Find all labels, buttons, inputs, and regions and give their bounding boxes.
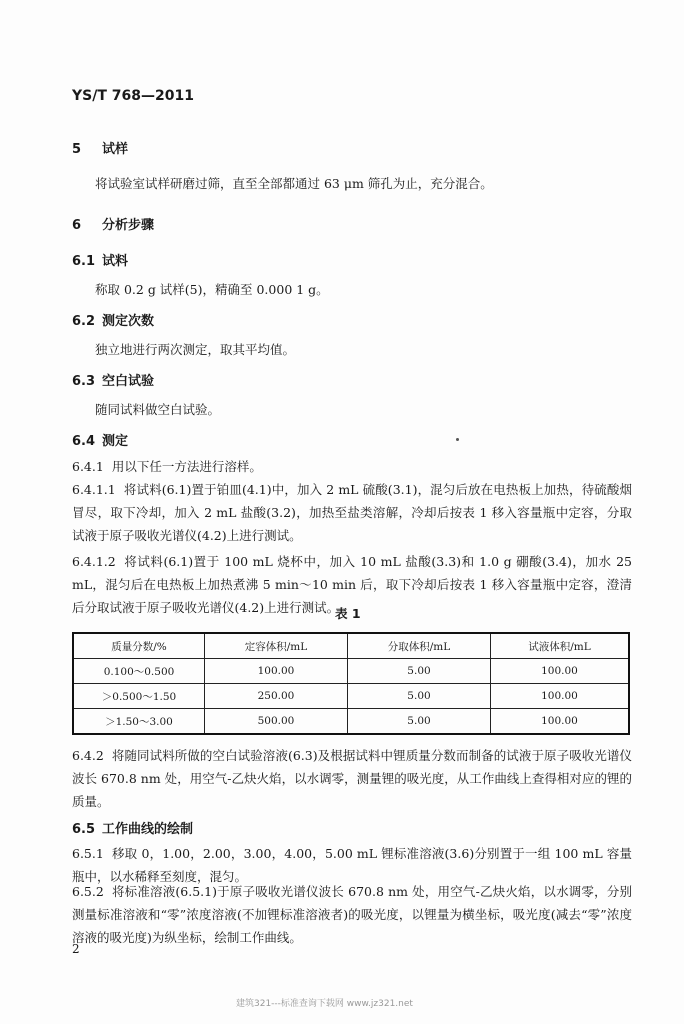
table-cell: 500.00	[205, 709, 348, 735]
section-number: 6.3	[72, 374, 96, 389]
section-number: 6.2	[72, 314, 96, 329]
clause-number: 6.4.1	[72, 459, 104, 474]
section-6-1-heading	[72, 250, 128, 269]
section-title: 工作曲线的绘制	[102, 822, 194, 837]
table-row	[73, 709, 629, 735]
table-cell: 250.00	[205, 684, 348, 709]
section-5-heading	[72, 138, 128, 157]
section-title: 空白试验	[102, 374, 155, 389]
section-6-2-text: 独立地进行两次测定，取其平均值。	[95, 342, 296, 357]
header-test-volume: 试液体积/mL	[491, 633, 630, 659]
table-header-row	[73, 633, 629, 659]
table-cell: 5.00	[348, 659, 491, 684]
table-cell: 100.00	[491, 684, 630, 709]
section-6-1-text: 称取 0.2 g 试样(5)，精确至 0.000 1 g。	[95, 282, 329, 297]
clause-text: 用以下任一方法进行溶样。	[111, 459, 262, 474]
volume-table	[72, 632, 630, 735]
clause-6-5-2	[72, 880, 632, 949]
section-number: 6	[72, 218, 82, 233]
table-row	[73, 659, 629, 684]
clause-text: 将试料(6.1)置于 100 mL 烧杯中，加入 10 mL 盐酸(3.3)和 1.0 g 硼酸(3.4)，加水 25 mL，混匀后在电热板上加热煮沸 5 min～10 min 后，取下冷却后按表 1 移入容量瓶中定容，澄清后分取试液于原子吸收光谱仪(4.2)上进行测试。	[72, 554, 632, 615]
standard-number: YS/T 768—2011	[72, 88, 194, 104]
section-title: 测定次数	[102, 314, 155, 329]
clause-number: 6.5.1	[72, 846, 104, 861]
section-6-3-heading	[72, 370, 154, 389]
clause-text: 将试料(6.1)置于铂皿(4.1)中，加入 2 mL 硫酸(3.1)，混匀后放在电热板上加热，待硫酸烟冒尽，取下冷却，加入 2 mL 盐酸(3.2)，加热至盐类溶解，冷却后按表 1 移入容量瓶中定容，分取试液于原子吸收光谱仪(4.2)上进行测试。	[72, 482, 632, 543]
section-6-4-heading	[72, 430, 128, 449]
clause-number: 6.4.1.1	[72, 482, 116, 497]
section-6-heading	[72, 214, 154, 233]
header-dilution-volume: 定容体积/mL	[205, 633, 348, 659]
clause-6-4-2	[72, 744, 632, 813]
section-5-text: 将试验室试样研磨过筛，直至全部都通过 63 μm 筛孔为止，充分混合。	[95, 176, 493, 191]
scan-speck	[456, 438, 459, 441]
section-6-2-heading	[72, 310, 154, 329]
section-6-5-heading	[72, 818, 193, 837]
clause-6-4-1	[72, 455, 632, 478]
section-6-3-text: 随同试料做空白试验。	[95, 402, 221, 417]
clause-6-4-1-1	[72, 478, 632, 547]
table-cell: 100.00	[205, 659, 348, 684]
section-title: 测定	[102, 434, 129, 449]
section-number: 6.1	[72, 254, 96, 269]
header-mass-fraction: 质量分数/%	[73, 633, 205, 659]
table-cell: 0.100～0.500	[73, 659, 205, 684]
section-number: 5	[72, 142, 82, 157]
clause-text: 移取 0，1.00，2.00，3.00，4.00，5.00 mL 锂标准溶液(3.6)分别置于一组 100 mL 容量瓶中，以水稀释至刻度，混匀。	[72, 846, 632, 884]
clause-number: 6.4.2	[72, 748, 104, 763]
clause-text: 将标准溶液(6.5.1)于原子吸收光谱仪波长 670.8 nm 处，用空气-乙炔火焰，以水调零，分别测量标准溶液和“零”浓度溶液(不加锂标准溶液者)的吸光度，以锂量为横坐标，吸光度(减去“零”浓度溶液的吸光度)为纵坐标，绘制工作曲线。	[72, 884, 632, 945]
page-number: 2	[72, 942, 80, 956]
table-cell: 5.00	[348, 709, 491, 735]
table-cell: ＞0.500～1.50	[73, 684, 205, 709]
section-number: 6.5	[72, 822, 96, 837]
table-row	[73, 684, 629, 709]
section-title: 试料	[102, 254, 129, 269]
section-title: 试样	[102, 142, 129, 157]
clause-number: 6.4.1.2	[72, 554, 116, 569]
clause-number: 6.5.2	[72, 884, 104, 899]
table-caption: 表 1	[335, 606, 361, 621]
table-cell: 100.00	[491, 709, 630, 735]
section-title: 分析步骤	[102, 218, 155, 233]
clause-text: 将随同试料所做的空白试验溶液(6.3)及根据试料中锂质量分数而制备的试液于原子吸收光谱仪波长 670.8 nm 处，用空气-乙炔火焰，以水调零，测量锂的吸光度，从工作曲线上查得相对应的锂的质量。	[72, 748, 632, 809]
table-cell: 100.00	[491, 659, 630, 684]
table-cell: 5.00	[348, 684, 491, 709]
header-aliquot-volume: 分取体积/mL	[348, 633, 491, 659]
table-cell: ＞1.50～3.00	[73, 709, 205, 735]
watermark-footer: 建筑321---标准查询下载网 www.jz321.net	[236, 999, 413, 1009]
section-number: 6.4	[72, 434, 96, 449]
